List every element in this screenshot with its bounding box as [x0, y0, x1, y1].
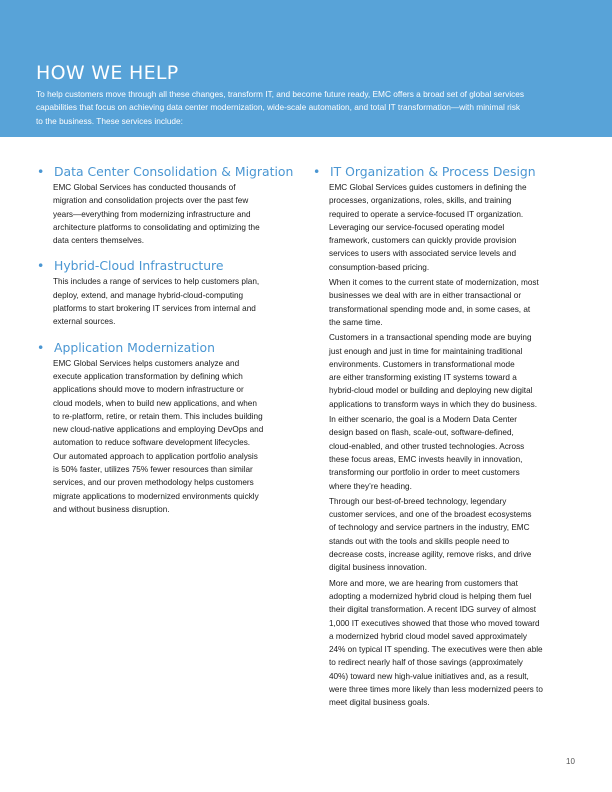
text-line: their digital transformation. A recent IDG survey of almost [329, 605, 537, 615]
text-line: years—everything from modernizing infrastructure and [53, 209, 251, 219]
text-line: EMC Global Services has conducted thousands of [53, 183, 236, 192]
service-section [37, 257, 297, 328]
intro-line: To help customers move through all these changes, transform IT, and become future ready, EMC offers a broad set of global services [36, 89, 525, 99]
text-line: were three times more likely than less modernized peers to [329, 684, 543, 694]
text-line: required to operate a service-focused IT organization. [329, 209, 524, 219]
text-line: Customers in a transactional spending mode are buying [329, 333, 532, 343]
service-heading-text: Hybrid-Cloud Infrastructure [54, 258, 224, 274]
text-line: businesses we deal with are in either transactional or [329, 291, 522, 301]
text-line: environments. Customers in transformational mode [329, 359, 515, 369]
service-heading-text: Data Center Consolidation & Migration [54, 164, 294, 179]
text-line: applications should move to modern infrastructure or [53, 385, 244, 395]
service-heading-text: Application Modernization [54, 339, 215, 355]
text-line: just enough and just in time for maintaining traditional [329, 346, 523, 356]
text-line: This includes a range of services to help customers plan, [53, 277, 260, 287]
text-line: customer services, and one of the broadest ecosystems [329, 510, 532, 520]
text-line: meet digital business goals. [329, 698, 430, 708]
text-line: processes, organizations, roles, skills, and training [329, 196, 512, 206]
text-line: and without business disruption. [53, 504, 170, 514]
service-heading [37, 257, 297, 275]
text-line: Leveraging our service-focused operating model [329, 222, 505, 232]
body-paragraph [313, 331, 583, 411]
intro-line: capabilities that focus on achieving data center modernization, wide-scale automation, and total IT transformation—with minimal risk [36, 102, 521, 113]
text-line: cloud models, when to build new applications, and when [53, 398, 257, 408]
text-line: new cloud-native applications and employing DevOps and [53, 425, 264, 435]
text-line: 40%) toward new high-value initiatives and, as a result, [329, 671, 529, 681]
service-section [37, 339, 297, 517]
service-heading [37, 339, 297, 357]
service-section [313, 163, 583, 710]
text-line: 1,000 IT executives showed that those who moved toward [329, 618, 540, 628]
text-line: to redirect nearly half of those savings (approximately [329, 658, 523, 668]
text-line: Through our best-of-breed technology, legendary [329, 496, 507, 506]
text-line: of technology and service partners in the industry, EMC [329, 523, 530, 533]
text-line: transforming our portfolio in order to meet customers [329, 468, 520, 478]
text-line: Our automated approach to application portfolio analysis [53, 451, 258, 461]
text-line: In either scenario, the goal is a Modern Data Center [329, 415, 517, 425]
text-line: consumption-based pricing. [329, 262, 430, 272]
text-line: is 50% faster, utilizes 75% fewer resources than similar [53, 465, 253, 475]
text-line: automation to reduce software development lifecycles. [53, 438, 251, 448]
service-heading [313, 163, 583, 181]
body-paragraph [313, 276, 583, 329]
header-band [0, 0, 612, 137]
text-line: cloud-enabled, and other trusted technologies. Across [329, 441, 525, 451]
text-line: design based on flash, scale-out, software-defined, [329, 428, 514, 438]
body-paragraph [37, 275, 297, 328]
text-line: migration and consolidation projects over the past few [53, 196, 249, 206]
text-line: services, and our proven methodology helps customers [53, 478, 254, 488]
left-column [37, 163, 297, 526]
body-paragraph [313, 413, 583, 493]
right-column [313, 163, 583, 720]
bullet-icon: • [313, 164, 321, 179]
text-line: applications to transform ways in which they do business. [329, 399, 537, 409]
text-line: stands out with the tools and skills people need to [329, 536, 510, 546]
text-line: framework, customers can quickly provide provision [329, 236, 517, 246]
text-line: When it comes to the current state of modernization, most [329, 278, 539, 288]
text-line: execute application transformation by defining which [53, 371, 243, 381]
body-paragraph [37, 357, 297, 517]
text-line: platforms to start brokering IT services from internal and [53, 304, 256, 314]
text-line: transformational spending mode and, in some cases, at [329, 304, 531, 314]
text-line: the same time. [329, 317, 383, 327]
page-title: HOW WE HELP [36, 62, 179, 84]
text-line: digital business innovation. [329, 563, 427, 573]
intro-text [36, 88, 596, 128]
text-line: a modernized hybrid cloud model saved approximately [329, 631, 527, 641]
text-line: adopting a modernized hybrid cloud is helping them fuel [329, 591, 532, 601]
text-line: 24% on typical IT spending. The executives were then able [329, 645, 543, 655]
text-line: are either transforming existing IT systems toward a [329, 373, 517, 383]
text-line: external sources. [53, 317, 116, 327]
text-line: architecture platforms to consolidating and optimizing the [53, 222, 260, 232]
service-heading-text: IT Organization & Process Design [330, 164, 536, 179]
body-paragraph [313, 495, 583, 575]
text-line: to re-platform, retire, or retain them. This includes building [53, 411, 263, 421]
bullet-icon: • [37, 258, 45, 274]
text-line: where they’re heading. [329, 481, 412, 491]
body-paragraph [37, 181, 297, 247]
service-heading [37, 163, 297, 181]
body-paragraph [313, 181, 583, 274]
text-line: EMC Global Services helps customers analyze and [53, 358, 240, 368]
body-paragraph [313, 577, 583, 710]
text-line: data centers themselves. [53, 236, 145, 246]
text-line: migrate applications to modernized environments quickly [53, 491, 259, 501]
text-line: services to users with associated service levels and [329, 249, 517, 259]
text-line: decrease costs, increase agility, remove risks, and drive [329, 550, 532, 560]
text-line: More and more, we are hearing from customers that [329, 578, 518, 588]
text-line: deploy, extend, and manage hybrid-cloud-computing [53, 290, 244, 300]
service-section [37, 163, 297, 247]
bullet-icon: • [37, 164, 45, 179]
text-line: EMC Global Services guides customers in defining the [329, 183, 527, 192]
intro-line: to the business. These services include: [36, 115, 183, 126]
text-line: hybrid-cloud model or building and deploying new digital [329, 386, 533, 396]
bullet-icon: • [37, 339, 45, 355]
page-number: 10 [566, 757, 575, 766]
text-line: these focus areas, EMC invests heavily in innovation, [329, 454, 523, 464]
